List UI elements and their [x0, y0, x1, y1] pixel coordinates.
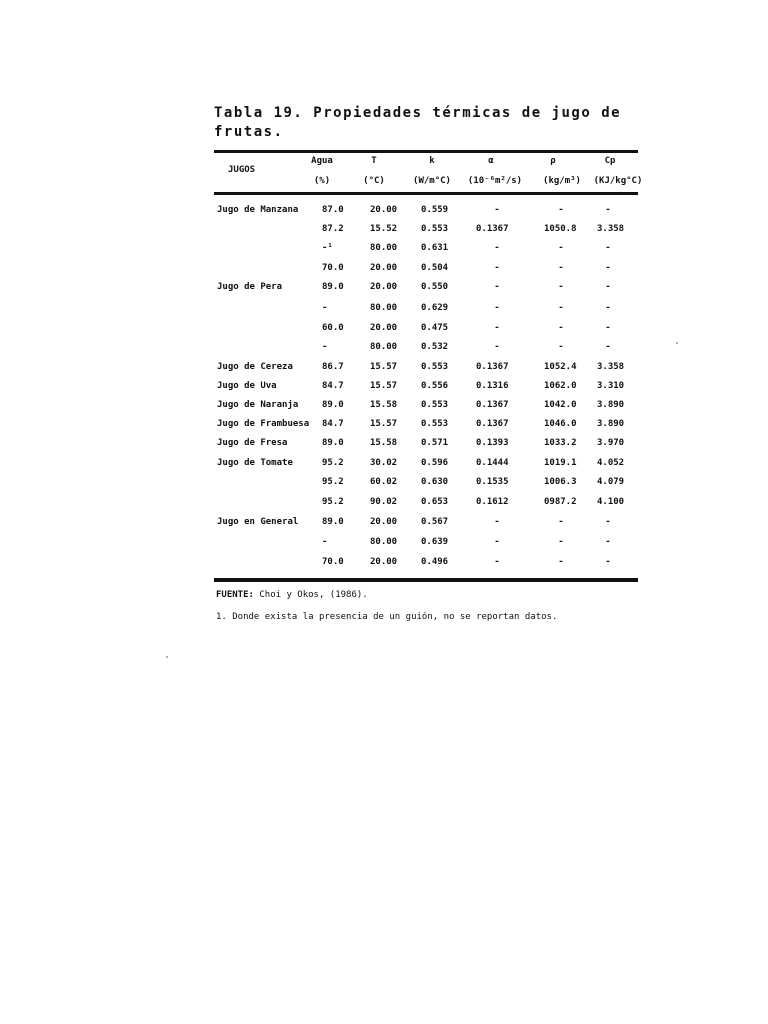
cell-agua: -: [322, 303, 328, 313]
cell-rho: -: [558, 342, 564, 352]
cell-temperature: 15.52: [370, 224, 398, 234]
cell-temperature: 60.02: [370, 477, 398, 487]
cell-rho: -: [558, 282, 564, 292]
cell-juice-name: Jugo en General: [217, 517, 299, 527]
cell-rho: -: [558, 323, 564, 333]
cell-agua: 87.0: [322, 205, 344, 215]
cell-rho: 1019.1: [544, 458, 577, 468]
header-agua: Agua: [311, 156, 333, 166]
cell-juice-name: Jugo de Pera: [217, 282, 283, 292]
cell-temperature: 90.02: [370, 497, 398, 507]
cell-temperature: 20.00: [370, 557, 398, 567]
cell-agua: -: [322, 537, 328, 547]
cell-k: 0.571: [421, 438, 449, 448]
table-top-rule: [214, 150, 638, 153]
cell-k: 0.567: [421, 517, 449, 527]
header-jugos: JUGOS: [228, 165, 256, 175]
cell-agua: 84.7: [322, 381, 344, 391]
cell-cp: 3.358: [597, 362, 625, 372]
cell-temperature: 15.58: [370, 438, 398, 448]
cell-temperature: 80.00: [370, 303, 398, 313]
header-t-unit: (°C): [363, 176, 385, 186]
cell-rho: -: [558, 537, 564, 547]
cell-cp: 3.970: [597, 438, 625, 448]
header-rho: ρ: [550, 156, 556, 166]
cell-rho: -: [558, 517, 564, 527]
cell-cp: -: [605, 263, 611, 273]
cell-rho: 1052.4: [544, 362, 577, 372]
cell-alpha: 0.1367: [476, 224, 509, 234]
cell-alpha: -: [494, 263, 500, 273]
cell-cp: -: [605, 517, 611, 527]
cell-alpha: -: [494, 243, 500, 253]
header-alpha-unit: (10⁻⁶m²/s): [467, 176, 523, 186]
cell-alpha: -: [494, 323, 500, 333]
header-k-unit: (W/m°C): [413, 176, 451, 186]
cell-alpha: 0.1367: [476, 400, 509, 410]
cell-k: 0.532: [421, 342, 449, 352]
cell-agua: 95.2: [322, 477, 344, 487]
cell-temperature: 30.02: [370, 458, 398, 468]
cell-rho: 1033.2: [544, 438, 577, 448]
cell-alpha: -: [494, 282, 500, 292]
footer-source: [216, 590, 368, 600]
cell-juice-name: Jugo de Naranja: [217, 400, 299, 410]
cell-cp: -: [605, 282, 611, 292]
cell-alpha: -: [494, 205, 500, 215]
cell-juice-name: Jugo de Cereza: [217, 362, 293, 372]
cell-cp: 4.079: [597, 477, 625, 487]
scan-speck: [166, 656, 168, 658]
cell-k: 0.504: [421, 263, 449, 273]
cell-agua: 95.2: [322, 497, 344, 507]
cell-juice-name: Jugo de Fresa: [217, 438, 288, 448]
cell-cp: -: [605, 323, 611, 333]
cell-agua: 86.7: [322, 362, 344, 372]
cell-rho: 1046.0: [544, 419, 577, 429]
cell-temperature: 20.00: [370, 323, 398, 333]
cell-alpha: -: [494, 303, 500, 313]
footer-source-text: Choi y Okos, (1986).: [253, 590, 368, 600]
cell-alpha: 0.1535: [476, 477, 509, 487]
cell-cp: 3.890: [597, 400, 625, 410]
cell-juice-name: Jugo de Frambuesa: [217, 419, 310, 429]
cell-alpha: 0.1612: [476, 497, 509, 507]
cell-temperature: 80.00: [370, 342, 398, 352]
table-bottom-rule: [214, 578, 638, 582]
cell-alpha: -: [494, 342, 500, 352]
cell-temperature: 80.00: [370, 243, 398, 253]
footer-source-label: FUENTE:: [216, 590, 254, 600]
cell-k: 0.596: [421, 458, 449, 468]
cell-rho: -: [558, 263, 564, 273]
cell-k: 0.639: [421, 537, 449, 547]
cell-rho: 1062.0: [544, 381, 577, 391]
cell-agua: 95.2: [322, 458, 344, 468]
cell-alpha: -: [494, 557, 500, 567]
cell-cp: -: [605, 342, 611, 352]
table-header-rule: [214, 192, 638, 195]
cell-cp: 4.052: [597, 458, 625, 468]
cell-alpha: 0.1393: [476, 438, 509, 448]
cell-cp: -: [605, 557, 611, 567]
header-rho-unit: (kg/m³): [543, 176, 581, 186]
cell-temperature: 15.57: [370, 362, 398, 372]
cell-cp: 4.100: [597, 497, 625, 507]
cell-k: 0.629: [421, 303, 449, 313]
footer-note: 1. Donde exista la presencia de un guión, no se reportan datos.: [216, 612, 558, 622]
cell-temperature: 20.00: [370, 205, 398, 215]
cell-juice-name: Jugo de Tomate: [217, 458, 293, 468]
title-line-1: Tabla 19. Propiedades térmicas de jugo de: [214, 105, 622, 121]
cell-juice-name: Jugo de Manzana: [217, 205, 299, 215]
cell-rho: -: [558, 557, 564, 567]
table-title: [214, 104, 621, 142]
header-cp: Cp: [604, 156, 616, 166]
cell-rho: 0987.2: [544, 497, 577, 507]
cell-temperature: 80.00: [370, 537, 398, 547]
cell-cp: -: [605, 537, 611, 547]
cell-k: 0.553: [421, 419, 449, 429]
header-alpha: α: [488, 156, 494, 166]
scan-speck: [676, 342, 678, 344]
cell-temperature: 20.00: [370, 517, 398, 527]
cell-cp: 3.358: [597, 224, 625, 234]
cell-k: 0.553: [421, 224, 449, 234]
cell-alpha: 0.1316: [476, 381, 509, 391]
cell-cp: -: [605, 243, 611, 253]
cell-k: 0.559: [421, 205, 449, 215]
cell-cp: 3.890: [597, 419, 625, 429]
header-t: T: [371, 156, 377, 166]
cell-k: 0.553: [421, 400, 449, 410]
cell-cp: -: [605, 303, 611, 313]
cell-k: 0.653: [421, 497, 449, 507]
cell-agua: 89.0: [322, 400, 344, 410]
cell-k: 0.556: [421, 381, 449, 391]
cell-agua: 70.0: [322, 557, 344, 567]
cell-rho: 1006.3: [544, 477, 577, 487]
cell-temperature: 15.57: [370, 381, 398, 391]
cell-temperature: 15.58: [370, 400, 398, 410]
cell-agua: -¹: [322, 243, 333, 253]
cell-k: 0.631: [421, 243, 449, 253]
cell-temperature: 20.00: [370, 282, 398, 292]
cell-rho: -: [558, 205, 564, 215]
cell-alpha: -: [494, 517, 500, 527]
cell-agua: 87.2: [322, 224, 344, 234]
header-cp-unit: (KJ/kg°C): [593, 176, 643, 186]
cell-alpha: 0.1367: [476, 362, 509, 372]
cell-alpha: 0.1444: [476, 458, 509, 468]
cell-k: 0.496: [421, 557, 449, 567]
cell-alpha: 0.1367: [476, 419, 509, 429]
cell-juice-name: Jugo de Uva: [217, 381, 277, 391]
cell-rho: -: [558, 243, 564, 253]
cell-rho: -: [558, 303, 564, 313]
cell-cp: 3.310: [597, 381, 625, 391]
cell-agua: 89.0: [322, 517, 344, 527]
cell-alpha: -: [494, 537, 500, 547]
cell-k: 0.553: [421, 362, 449, 372]
header-k: k: [429, 156, 435, 166]
cell-k: 0.475: [421, 323, 449, 333]
title-line-2: frutas.: [214, 124, 284, 140]
cell-rho: 1042.0: [544, 400, 577, 410]
cell-agua: 89.0: [322, 282, 344, 292]
cell-agua: 89.0: [322, 438, 344, 448]
cell-temperature: 20.00: [370, 263, 398, 273]
header-agua-unit: (%): [313, 176, 331, 186]
cell-k: 0.630: [421, 477, 449, 487]
cell-rho: 1050.8: [544, 224, 577, 234]
cell-temperature: 15.57: [370, 419, 398, 429]
cell-k: 0.550: [421, 282, 449, 292]
cell-agua: 60.0: [322, 323, 344, 333]
cell-cp: -: [605, 205, 611, 215]
cell-agua: -: [322, 342, 328, 352]
cell-agua: 84.7: [322, 419, 344, 429]
cell-agua: 70.0: [322, 263, 344, 273]
